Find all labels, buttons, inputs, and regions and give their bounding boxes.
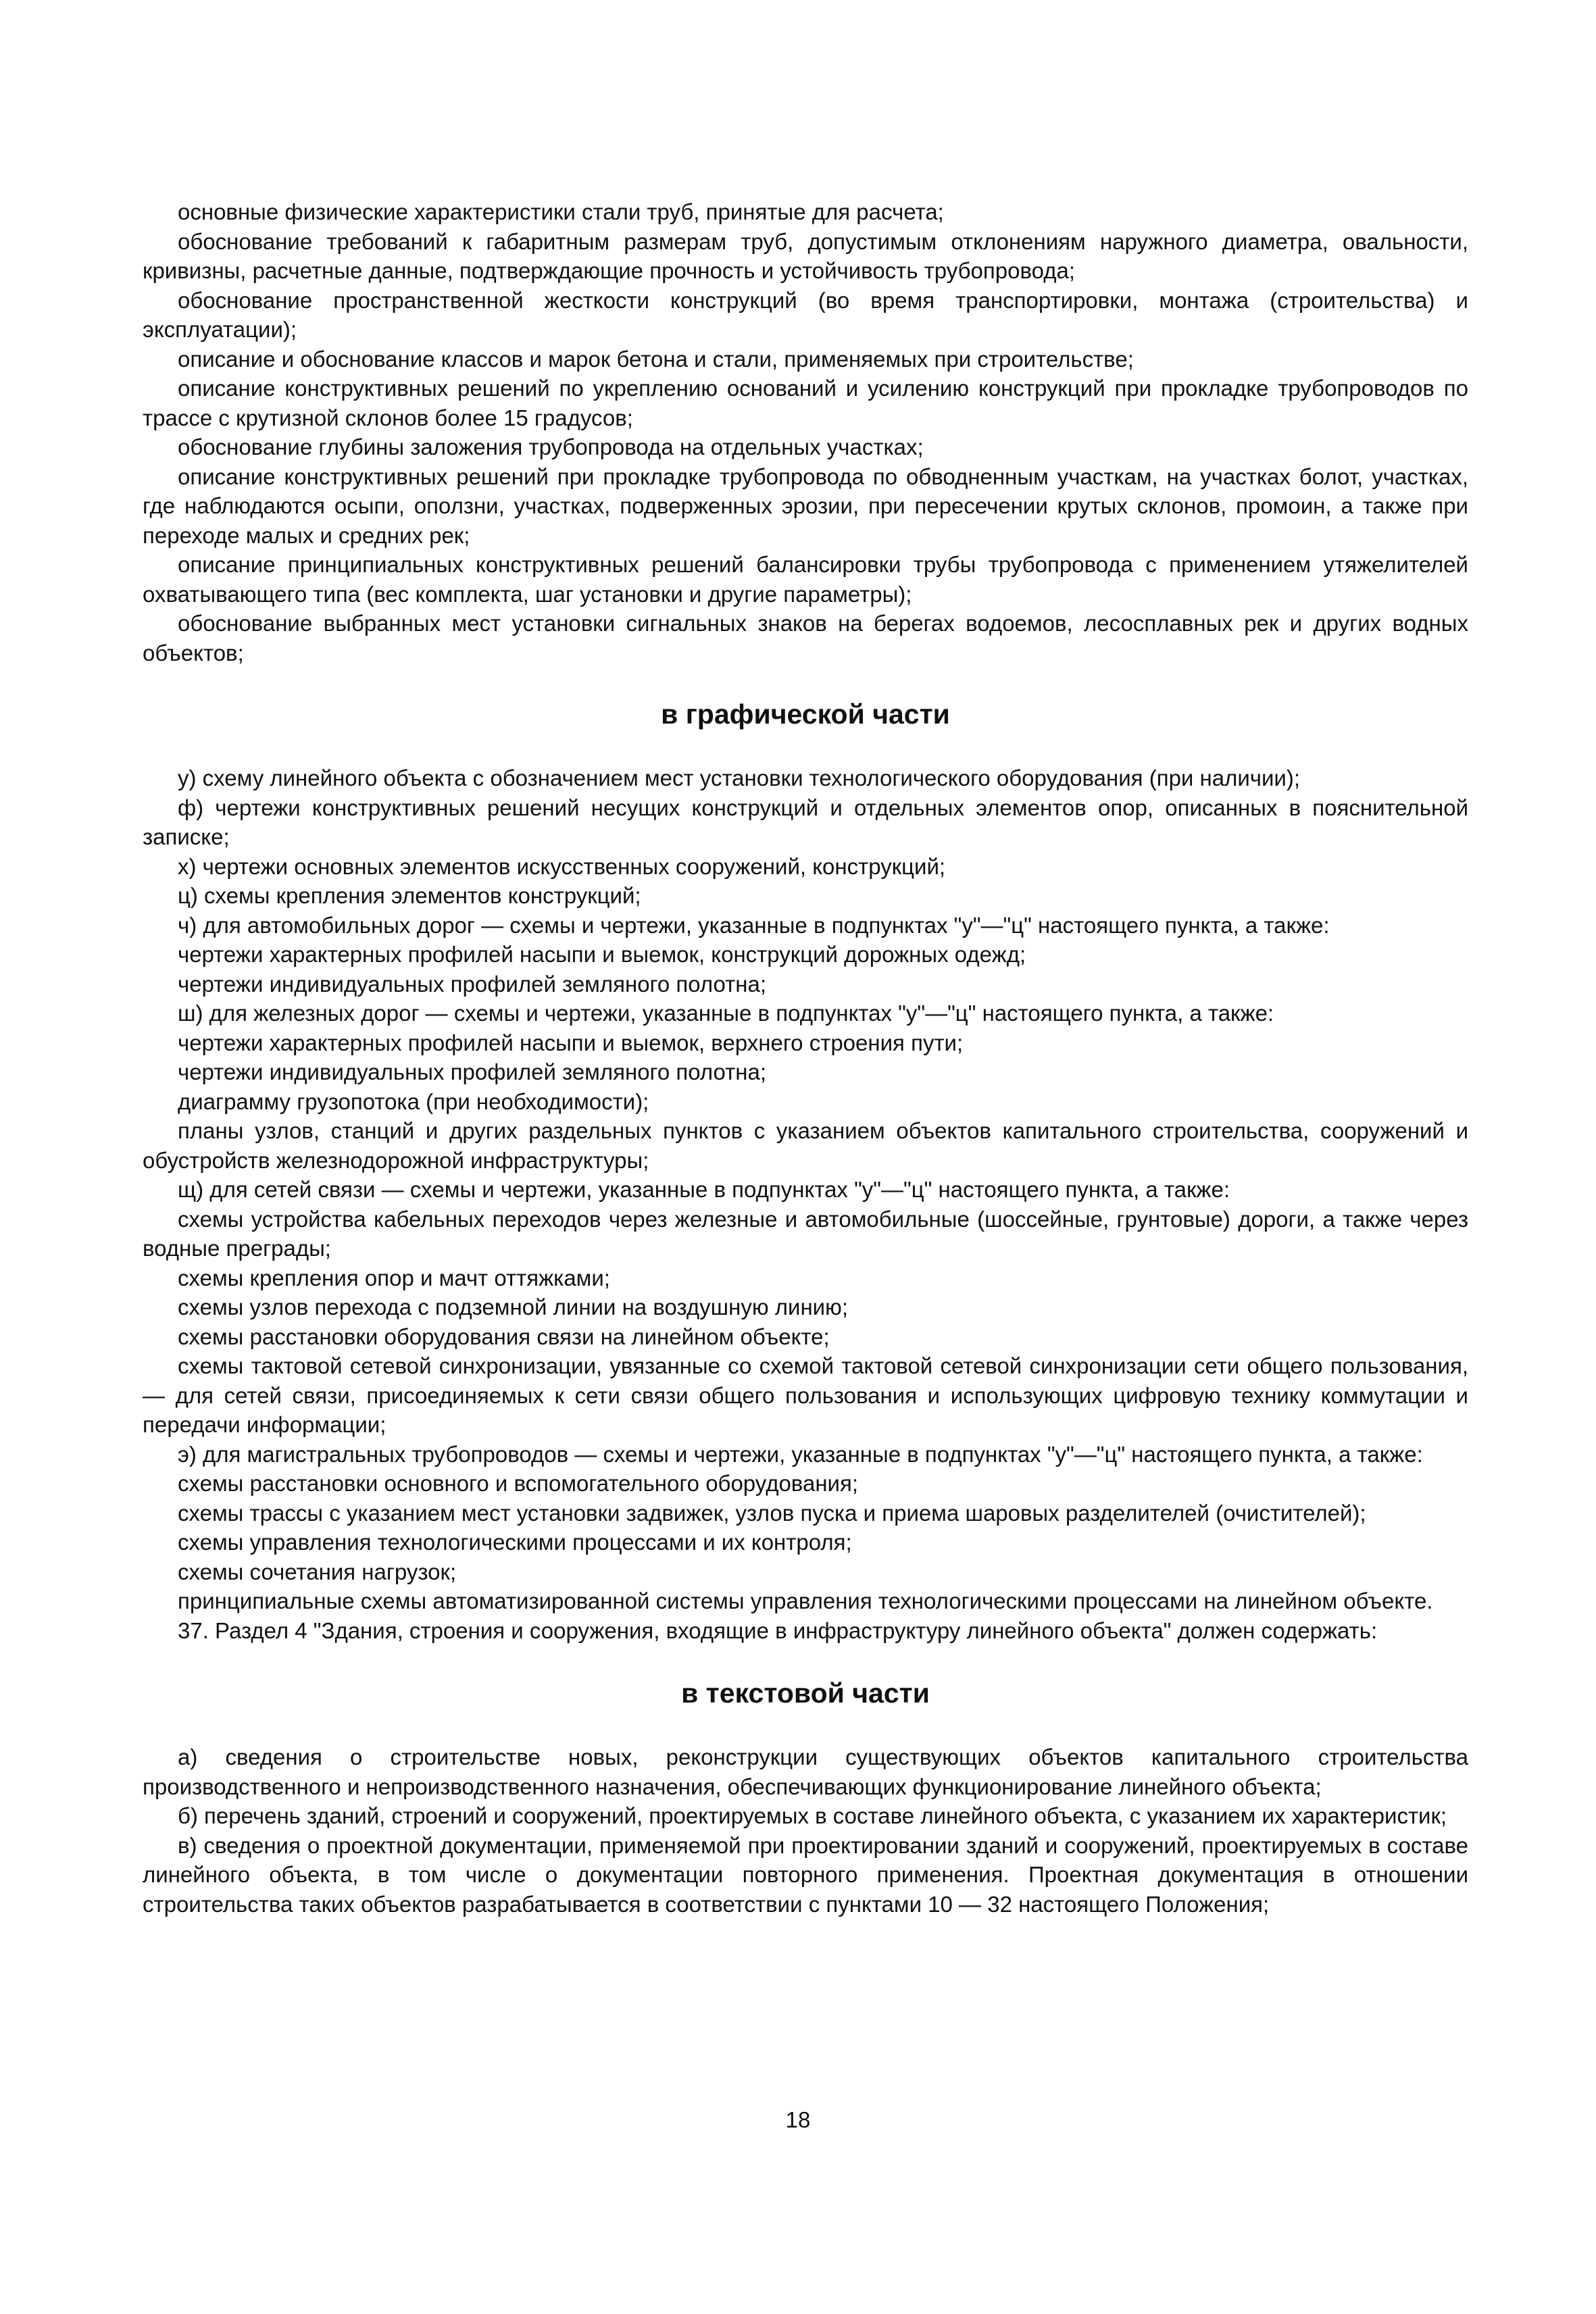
list-item: ш) для железных дорог — схемы и чертежи, указанные в подпунктах "у"—"ц" настоящего пункта, а также: xyxy=(178,1001,1274,1026)
paragraph: 37. Раздел 4 "Здания, строения и сооружения, входящие в инфраструктуру линейного объекта" должен содержать: xyxy=(178,1617,1378,1643)
paragraph: основные физические характеристики стали труб, принятые для расчета; xyxy=(178,199,944,224)
document-body xyxy=(143,197,1468,1919)
paragraph: обоснование выбранных мест установки сигнальных знаков на берегах водоемов, лесосплавных рек и других водных объектов; xyxy=(143,611,1468,665)
list-item: схемы устройства кабельных переходов через железные и автомобильные (шоссейные, грунтовые) дороги, а также через водные преграды; xyxy=(143,1206,1468,1261)
paragraph: описание конструктивных решений при прокладке трубопровода по обводненным участкам, на участках болот, участках, где наблюдаются осыпи, оползни, участках, подверженных эрозии, при пересечении крутых склонов, промоин, а также при переходе малых и средних рек; xyxy=(143,463,1468,548)
list-item: х) чертежи основных элементов искусственных сооружений, конструкций; xyxy=(178,853,946,879)
list-item: а) сведения о строительстве новых, реконструкции существующих объектов капитального строительства производственного и непроизводственного назначения, обеспечивающих функционирование линейного объекта; xyxy=(143,1744,1468,1799)
paragraph: описание принципиальных конструктивных решений балансировки трубы трубопровода с применением утяжелителей охватывающего типа (вес комплекта, шаг установки и другие параметры); xyxy=(143,552,1468,607)
list-item: ц) схемы крепления элементов конструкций; xyxy=(178,883,641,908)
list-item: б) перечень зданий, строений и сооружений, проектируемых в составе линейного объекта, с указанием их характеристик; xyxy=(178,1803,1447,1828)
list-item: схемы тактовой сетевой синхронизации, увязанные со схемой тактовой сетевой синхронизации сети общего пользования, — для сетей связи, присоединяемых к сети связи общего пользования и использующих цифровую технику коммутации и передачи информации; xyxy=(143,1353,1468,1437)
list-item: у) схему линейного объекта с обозначением мест установки технологического оборудования (при наличии); xyxy=(178,765,1301,790)
list-item: щ) для сетей связи — схемы и чертежи, указанные в подпунктах "у"—"ц" настоящего пункта, а также: xyxy=(178,1177,1230,1202)
list-item: схемы крепления опор и мачт оттяжками; xyxy=(178,1265,610,1290)
paragraph: описание и обоснование классов и марок бетона и стали, применяемых при строительстве; xyxy=(178,346,1134,372)
paragraph: описание конструктивных решений по укреплению оснований и усилению конструкций при прокладке трубопроводов по трассе с крутизной склонов более 15 градусов; xyxy=(143,376,1468,430)
section-heading-text: в текстовой части xyxy=(681,1678,930,1709)
paragraph: обоснование пространственной жесткости конструкций (во время транспортировки, монтажа (строительства) и эксплуатации); xyxy=(143,287,1468,342)
list-item: схемы расстановки основного и вспомогательного оборудования; xyxy=(178,1471,859,1496)
list-item: чертежи индивидуальных профилей земляного полотна; xyxy=(178,971,767,997)
list-item: схемы расстановки оборудования связи на линейном объекте; xyxy=(178,1324,830,1349)
paragraph: обоснование глубины заложения трубопровода на отдельных участках; xyxy=(178,434,924,459)
list-item: чертежи индивидуальных профилей земляного полотна; xyxy=(178,1059,767,1084)
list-item: ч) для автомобильных дорог — схемы и чертежи, указанные в подпунктах "у"—"ц" настоящего пункта, а также: xyxy=(178,912,1330,938)
list-item: э) для магистральных трубопроводов — схемы и чертежи, указанные в подпунктах "у"—"ц" настоящего пункта, а также: xyxy=(178,1441,1423,1467)
list-item: принципиальные схемы автоматизированной системы управления технологическими процессами на линейном объекте. xyxy=(178,1588,1433,1613)
list-item: схемы сочетания нагрузок; xyxy=(178,1559,457,1584)
list-item: планы узлов, станций и других раздельных пунктов с указанием объектов капитального строительства, сооружений и обустройств железнодорожной инфраструктуры; xyxy=(143,1118,1468,1173)
list-item: чертежи характерных профилей насыпи и выемок, конструкций дорожных одежд; xyxy=(178,942,1026,967)
list-item: схемы трассы с указанием мест установки задвижек, узлов пуска и приема шаровых разделителей (очистителей); xyxy=(178,1500,1366,1526)
list-item: чертежи характерных профилей насыпи и выемок, верхнего строения пути; xyxy=(178,1030,964,1055)
page-number: 18 xyxy=(785,2107,811,2132)
list-item: диаграмму грузопотока (при необходимости); xyxy=(178,1088,649,1114)
section-heading-graphic: в графической части xyxy=(661,699,950,730)
list-item: в) сведения о проектной документации, применяемой при проектировании зданий и сооружений, проектируемых в составе линейного объекта, в том числе о документации повторного применения. Проектная документация в отношении строительства таких объектов разрабатывается в соответствии с пунктами 10 — 32 настоящего Положения; xyxy=(143,1832,1468,1917)
list-item: схемы узлов перехода с подземной линии на воздушную линию; xyxy=(178,1294,849,1319)
list-item: схемы управления технологическими процессами и их контроля; xyxy=(178,1530,852,1555)
list-item: ф) чертежи конструктивных решений несущих конструкций и отдельных элементов опор, описанных в пояснительной записке; xyxy=(143,795,1468,849)
paragraph: обоснование требований к габаритным размерам труб, допустимым отклонениям наружного диаметра, овальности, кривизны, расчетные данные, подтверждающие прочность и устойчивость трубопровода; xyxy=(143,228,1468,283)
